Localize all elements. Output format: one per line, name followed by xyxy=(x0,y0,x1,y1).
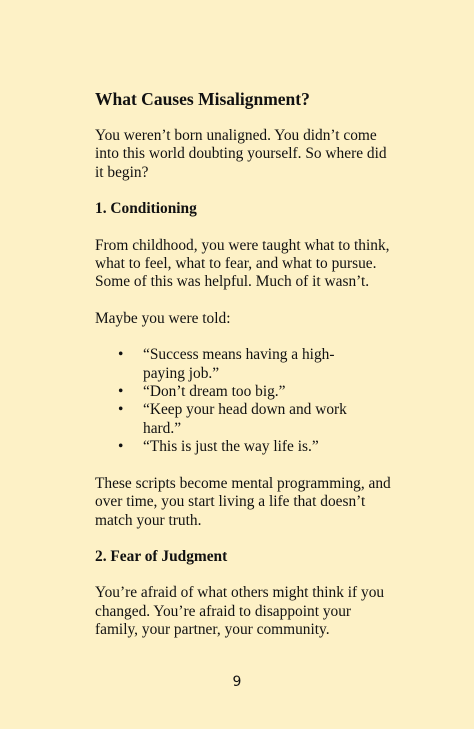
list-item xyxy=(95,346,358,383)
lead-in-text: Maybe you were told: xyxy=(95,309,231,327)
fear-paragraph: You’re afraid of what others might think if you changed. You’re afraid to disappoint your family, your partner, your community. xyxy=(95,584,385,639)
bullet-icon: • xyxy=(118,438,124,456)
list-item xyxy=(95,401,358,438)
list-item xyxy=(95,383,358,401)
fear-heading: 2. Fear of Judgment xyxy=(95,547,228,565)
bullet-icon: • xyxy=(118,401,124,419)
bullet-icon: • xyxy=(118,383,124,401)
conditioning-paragraph: From childhood, you were taught what to think, what to feel, what to fear, and what to pursue. Some of this was helpful. Much of it wasn’t. xyxy=(95,236,390,291)
list-item-text: “Keep your head down and work hard.” xyxy=(143,401,347,437)
page-content xyxy=(95,88,395,658)
told-list xyxy=(95,346,395,456)
intro-paragraph: You weren’t born unaligned. You didn’t come into this world doubting yourself. So where did it begin? xyxy=(95,127,387,181)
page-number: 9 xyxy=(232,674,242,690)
bullet-icon: • xyxy=(118,346,124,364)
closing-paragraph: These scripts become mental programming, and over time, you start living a life that doesn’t match your truth. xyxy=(95,474,391,529)
list-item-text: “This is just the way life is.” xyxy=(143,438,319,456)
list-item xyxy=(95,438,358,456)
list-item-text: “Success means having a high-paying job.” xyxy=(143,346,335,382)
list-item-text: “Don’t dream too big.” xyxy=(143,383,286,401)
section-title: What Causes Misalignment? xyxy=(95,89,310,109)
conditioning-heading: 1. Conditioning xyxy=(95,200,197,218)
